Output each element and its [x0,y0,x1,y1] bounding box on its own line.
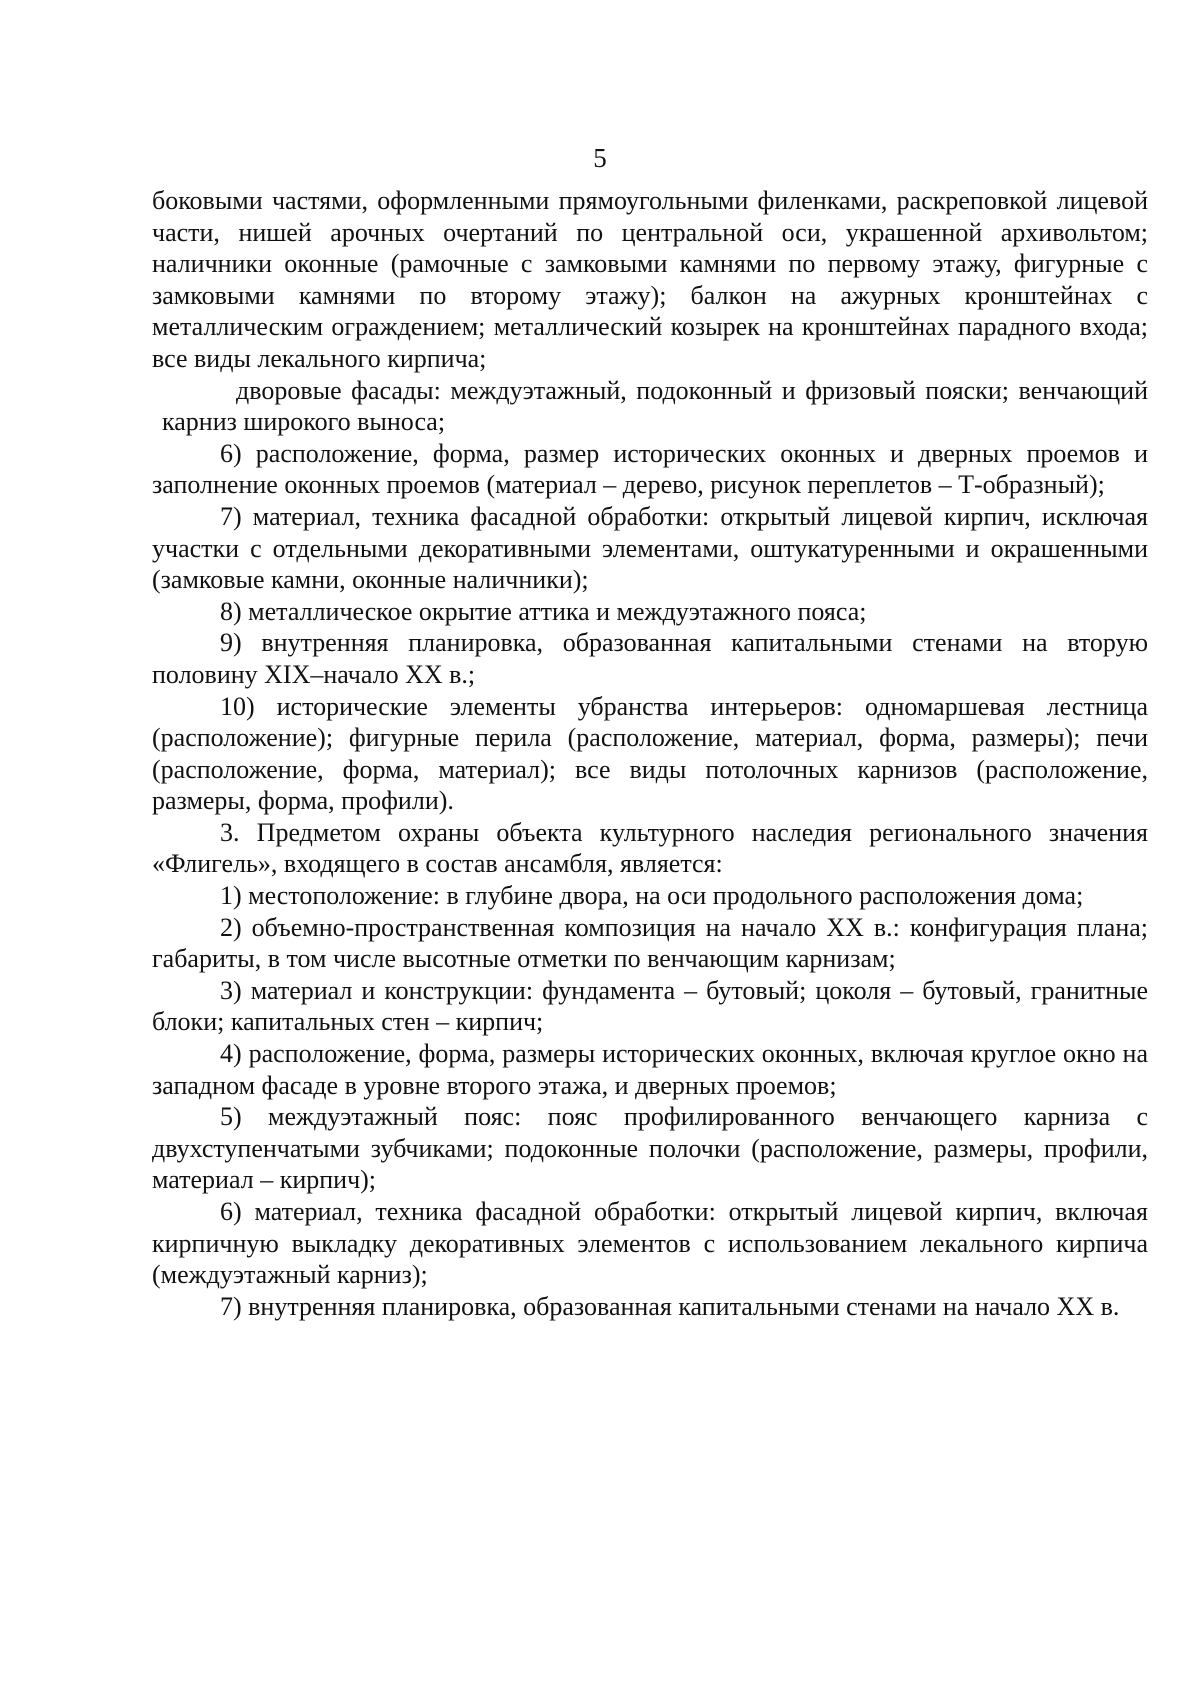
page-number: 5 [593,143,607,173]
paragraph: 2) объемно-пространственная композиция на начало XX в.: конфигурация плана; габариты, в том числе высотные отметки по венчающим карнизам; [152,912,1148,974]
paragraph: 7) материал, техника фасадной обработки: открытый лицевой кирпич, исключая участки с отдельными декоративными элементами, оштукатуренными и окрашенными (замковые камни, оконные наличники); [152,501,1148,595]
paragraph: 3. Предметом охраны объекта культурного наследия регионального значения «Флигель», входящего в состав ансамбля, является: [152,817,1148,879]
paragraph: 3) материал и конструкции: фундамента – бутовый; цоколя – бутовый, гранитные блоки; капитальных стен – кирпич; [152,975,1148,1037]
paragraph: 6) расположение, форма, размер исторических оконных и дверных проемов и заполнение оконных проемов (материал – дерево, рисунок переплетов – Т-образный); [152,438,1148,500]
paragraph: 10) исторические элементы убранства интерьеров: одномаршевая лестница (расположение); фигурные перила (расположение, материал, форма, размеры); печи (расположение, форма, материал); все виды потолочных карнизов (расположение, размеры, форма, профили). [152,691,1148,816]
paragraph: дворовые фасады: междуэтажный, подоконный и фризовый пояски; венчающий карниз широкого выноса; [162,375,1148,437]
paragraph: 7) внутренняя планировка, образованная капитальными стенами на начало XX в. [220,1291,1120,1321]
paragraph: 8) металлическое окрытие аттика и междуэтажного пояса; [220,596,867,626]
paragraph: 4) расположение, форма, размеры исторических оконных, включая круглое окно на западном фасаде в уровне второго этажа, и дверных проемов; [152,1039,1148,1100]
paragraph: 5) междуэтажный пояс: пояс профилированного венчающего карниза с двухступенчатыми зубчиками; подоконные полочки (расположение, размеры, профили, материал – кирпич); [152,1102,1148,1195]
paragraph: 1) местоположение: в глубине двора, на оси продольного расположения дома; [220,881,1084,911]
paragraph: боковыми частями, оформленными прямоугольными филенками, раскреповкой лицевой части, нишей арочных очертаний по центральной оси, украшенной архивольтом; наличники оконные (рамочные с замковыми камнями по первому этажу, фигурные с замковыми камнями по второму этажу); балкон на ажурных кронштейнах с металлическим ограждением; металлический козырек на кронштейнах парадного входа; все виды лекального кирпича; [152,186,1148,373]
paragraph: 9) внутренняя планировка, образованная капитальными стенами на вторую половину XIX–начало XX в.; [152,628,1148,689]
paragraph: 6) материал, техника фасадной обработки: открытый лицевой кирпич, включая кирпичную выкладку декоративных элементов с использованием лекального кирпича (междуэтажный карниз); [152,1197,1148,1290]
document-body [152,185,1148,1322]
